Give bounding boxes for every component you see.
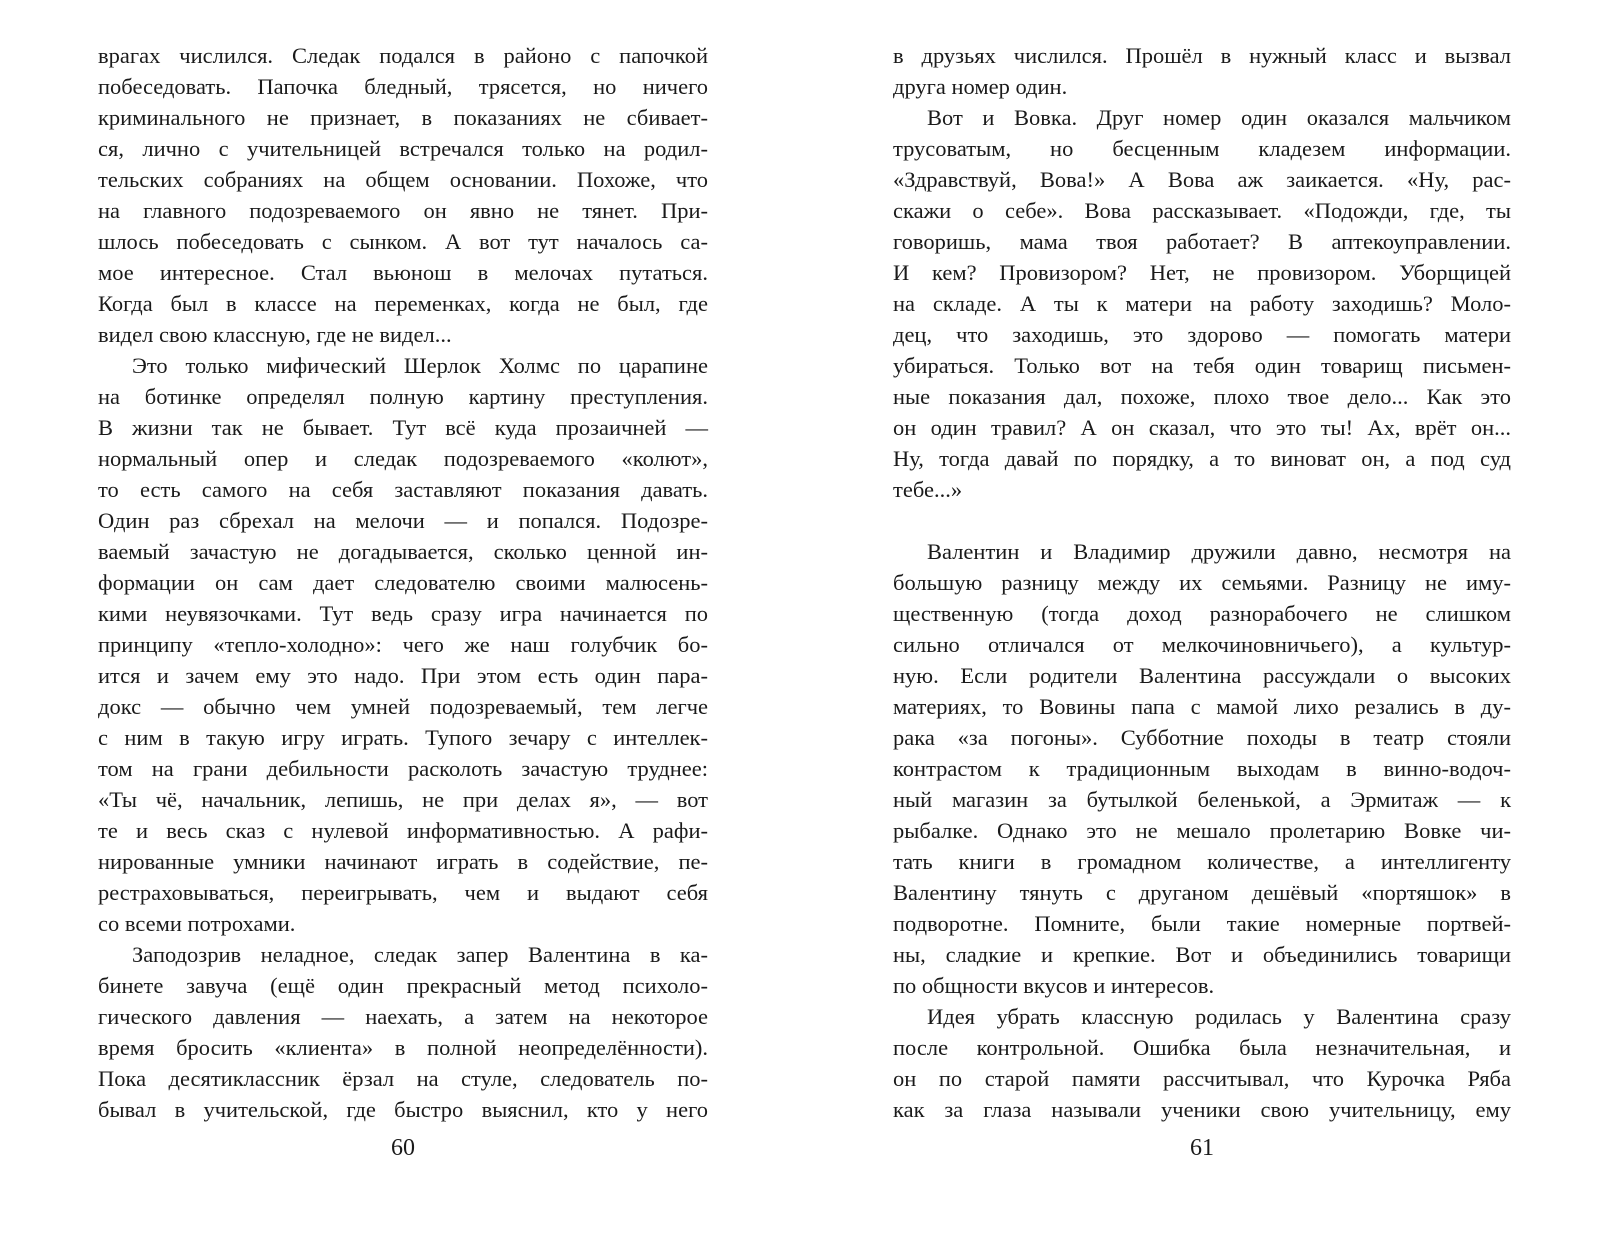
text-line: сильно отличался от мелкочиновничьего), а культур-: [893, 632, 1511, 657]
text-line: он один травил? А он сказал, что это ты! Ах, врёт он...: [893, 415, 1511, 440]
right-page-text: [893, 40, 1511, 1125]
text-line: те и весь сказ с нулевой информативностью. А рафи-: [98, 818, 708, 843]
text-line: скажи о себе». Вова рассказывает. «Подожди, где, ты: [893, 198, 1511, 223]
text-line: шлось побеседовать с сынком. А вот тут началось са-: [98, 229, 708, 254]
text-line: криминального не признает, в показаниях не сбивает-: [98, 105, 708, 130]
text-line: говоришь, мама твоя работает? В аптекоуправлении.: [893, 229, 1511, 254]
text-line: друга номер один.: [893, 74, 1068, 99]
text-line: материях, то Вовины папа с мамой лихо резались в ду-: [893, 694, 1511, 719]
text-line: ится и зачем ему это надо. При этом есть один пара-: [98, 663, 708, 688]
text-line: Один раз сбрехал на мелочи — и попался. Подозре-: [98, 508, 708, 533]
text-line: дец, что заходишь, это здорово — помогать матери: [893, 322, 1511, 347]
text-line: принципу «тепло-холодно»: чего же наш голубчик бо-: [98, 632, 708, 657]
left-page-text: [98, 40, 708, 1125]
text-line: тать книги в громадном количестве, а интеллигенту: [893, 849, 1511, 874]
text-line: время бросить «клиента» в полной неопределённости).: [98, 1035, 708, 1060]
text-line: трусоватым, но бесценным кладезем информации.: [893, 136, 1511, 161]
text-line: врагах числился. Следак подался в районо с папочкой: [98, 43, 708, 68]
text-line: В жизни так не бывает. Тут всё куда прозаичней —: [98, 415, 708, 440]
text-line: убираться. Только вот на тебя один товарищ письмен-: [893, 353, 1511, 378]
text-line: щественную (тогда доход разнорабочего не слишком: [893, 601, 1511, 626]
text-line: кими неувязочками. Тут ведь сразу игра начинается по: [98, 601, 708, 626]
text-line: нированные умники начинают играть в содействие, пе-: [98, 849, 708, 874]
text-line: ны, сладкие и крепкие. Вот и объединились товарищи: [893, 942, 1511, 967]
text-line: гического давления — наехать, а затем на некоторое: [98, 1004, 708, 1029]
text-line: мое интересное. Стал вьюнош в мелочах путаться.: [98, 260, 708, 285]
text-line: ваемый зачастую не догадывается, сколько ценной ин-: [98, 539, 708, 564]
text-line: он по старой памяти рассчитывал, что Курочка Ряба: [893, 1066, 1511, 1091]
text-line: нормальный опер и следак подозреваемого «колют»,: [98, 446, 708, 471]
text-line: на складе. А ты к матери на работу заходишь? Моло-: [893, 291, 1511, 316]
text-line: Валентин и Владимир дружили давно, несмотря на: [927, 539, 1511, 564]
text-line: докс — обычно чем умней подозреваемый, тем легче: [98, 694, 708, 719]
text-line: на главного подозреваемого он явно не тянет. При-: [98, 198, 708, 223]
text-line: ный магазин за бутылкой беленькой, а Эрмитаж — к: [893, 787, 1511, 812]
text-line: Когда был в классе на переменках, когда не был, где: [98, 291, 708, 316]
text-line: тебе...»: [893, 477, 963, 502]
text-line: рестраховываться, переигрывать, чем и выдают себя: [98, 880, 708, 905]
right-page: [893, 40, 1511, 1230]
text-line: по общности вкусов и интересов.: [893, 973, 1215, 998]
text-line: с ним в такую игру играть. Тупого зечару с интеллек-: [98, 725, 708, 750]
paragraph-gap: [893, 505, 1511, 536]
text-line: бинете завуча (ещё один прекрасный метод психоло-: [98, 973, 708, 998]
text-line: со всеми потрохами.: [98, 911, 296, 936]
text-line: большую разницу между их семьями. Разницу не иму-: [893, 570, 1511, 595]
left-page-number: 60: [391, 1135, 415, 1161]
text-line: тельских собраниях на общем основании. Похоже, что: [98, 167, 708, 192]
text-line: Пока десятиклассник ёрзал на стуле, следователь по-: [98, 1066, 708, 1091]
text-line: ные показания дал, похоже, плохо твое дело... Как это: [893, 384, 1511, 409]
text-line: подворотне. Помните, были такие номерные портвей-: [893, 911, 1511, 936]
text-line: «Здравствуй, Вова!» А Вова аж заикается. «Ну, рас-: [893, 167, 1511, 192]
text-line: после контрольной. Ошибка была незначительная, и: [893, 1035, 1511, 1060]
text-line: побеседовать. Папочка бледный, трясется, но ничего: [98, 74, 708, 99]
text-line: Ну, тогда давай по порядку, а то виноват он, а под суд: [893, 446, 1511, 471]
text-line: в друзьях числился. Прошёл в нужный класс и вызвал: [893, 43, 1511, 68]
text-line: Идея убрать классную родилась у Валентина сразу: [927, 1004, 1511, 1029]
text-line: видел свою классную, где не видел...: [98, 322, 452, 347]
text-line: контрастом к традиционным выходам в винно-водоч-: [893, 756, 1511, 781]
text-line: том на грани дебильности расколоть зачастую труднее:: [98, 756, 708, 781]
text-line: рака «за погоны». Субботние походы в театр стояли: [893, 725, 1511, 750]
text-line: формации он сам дает следователю своими малюсень-: [98, 570, 708, 595]
text-line: на ботинке определял полную картину преступления.: [98, 384, 708, 409]
left-page: [98, 40, 708, 1230]
right-page-number: 61: [1190, 1135, 1214, 1161]
text-line: Заподозрив неладное, следак запер Валентина в ка-: [132, 942, 708, 967]
text-line: Это только мифический Шерлок Холмс по царапине: [132, 353, 708, 378]
text-line: рыбалке. Однако это не мешало пролетарию Вовке чи-: [893, 818, 1511, 843]
text-line: то есть самого на себя заставляют показания давать.: [98, 477, 708, 502]
text-line: бывал в учительской, где быстро выяснил, кто у него: [98, 1097, 708, 1122]
text-line: ся, лично с учительницей встречался только на родил-: [98, 136, 708, 161]
text-line: ную. Если родители Валентина рассуждали о высоких: [893, 663, 1511, 688]
text-line: И кем? Провизором? Нет, не провизором. Уборщицей: [893, 260, 1511, 285]
text-line: Вот и Вовка. Друг номер один оказался мальчиком: [927, 105, 1511, 130]
text-line: как за глаза называли ученики свою учительницу, ему: [893, 1097, 1511, 1122]
text-line: «Ты чё, начальник, лепишь, не при делах я», — вот: [98, 787, 708, 812]
text-line: Валентину тянуть с друганом дешёвый «портяшок» в: [893, 880, 1511, 905]
